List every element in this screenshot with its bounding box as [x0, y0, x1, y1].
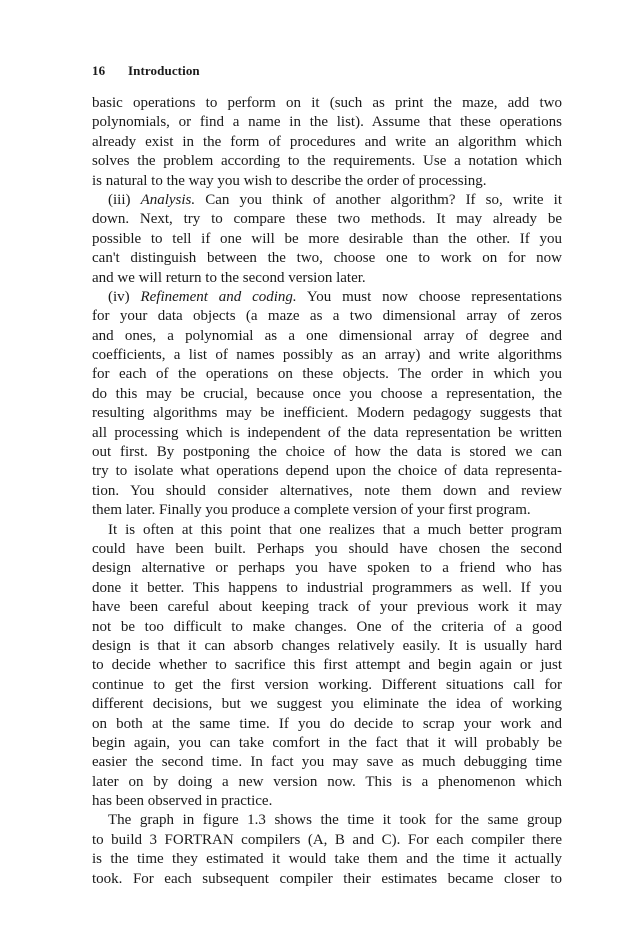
text-line: down. Next, try to compare these two methods. It may already be	[92, 211, 562, 228]
text-line: to decide whether to sacrifice this first attempt and begin again or just	[92, 657, 562, 674]
text-line: It is often at this point that one realizes that a much better program	[108, 521, 562, 538]
text-line: for each of the operations on these objects. The order in which you	[92, 366, 562, 383]
text-run: Can you think of another algorithm? If so, write it	[195, 191, 562, 208]
text-run: You must now choose representations	[296, 288, 562, 305]
text-line: can't distinguish between the two, choose one to work on for now	[92, 250, 562, 267]
text-line: and ones, a polynomial as a one dimensional array of degree and	[92, 327, 562, 344]
text-line: begin again, you can take comfort in the fact that it will probably be	[92, 734, 562, 751]
text-line	[92, 288, 562, 307]
text-line	[92, 191, 562, 210]
text-line: design alternative or perhaps you have spoken to a friend who has	[92, 560, 562, 577]
paragraph-better-program	[92, 521, 562, 812]
text-line: already exist in the form of procedures and write an algorithm which	[92, 133, 562, 150]
step-heading: Analysis.	[140, 191, 196, 208]
text-line: is the time they estimated it would take them and the time it actually	[92, 851, 562, 868]
text-line: tion. You should consider alternatives, note them down and review	[92, 482, 562, 499]
section-title: Introduction	[128, 63, 200, 78]
paragraph-continuation	[92, 94, 562, 191]
text-line: easier the second time. In fact you may save as much debugging time	[92, 754, 562, 771]
text-line: continue to get the first version working. Different situations call for	[92, 676, 562, 693]
list-marker: (iv)	[108, 288, 141, 305]
text-line: solves the problem according to the requirements. Use a notation which	[92, 153, 562, 170]
text-line: for your data objects (a maze as a two dimensional array of zeros	[92, 308, 562, 325]
text-line: possible to tell if one will be more desirable than the other. If you	[92, 230, 562, 247]
text-line: and we will return to the second version later.	[92, 269, 366, 286]
text-line: out first. By postponing the choice of how the data is stored we can	[92, 444, 562, 461]
step-heading: Refinement and coding.	[140, 288, 297, 305]
paragraph-refinement	[92, 288, 562, 521]
body-text	[92, 94, 562, 889]
running-head	[92, 63, 200, 79]
paragraph-analysis	[92, 191, 562, 288]
text-line: done it better. This happens to industrial programmers as well. If you	[92, 579, 562, 596]
text-line: have been careful about keeping track of your previous work it may	[92, 599, 562, 616]
text-line: design is that it can absorb changes relatively easily. It is usually hard	[92, 637, 562, 654]
text-line: try to isolate what operations depend upon the choice of data representa-	[92, 463, 562, 480]
text-line: took. For each subsequent compiler their estimates became closer to	[92, 870, 562, 887]
text-line: later on by doing a new version now. This is a phenomenon which	[92, 773, 562, 790]
text-line: do this may be crucial, because once you choose a representation, the	[92, 385, 562, 402]
text-line: to build 3 FORTRAN compilers (A, B and C). For each compiler there	[92, 831, 562, 848]
text-line: them later. Finally you produce a complete version of your first program.	[92, 502, 531, 519]
text-line: resulting algorithms may be inefficient. Modern pedagogy suggests that	[92, 405, 562, 422]
text-line: on both at the same time. If you do decide to scrap your work and	[92, 715, 562, 732]
text-line: is natural to the way you wish to describe the order of processing.	[92, 172, 487, 189]
text-line: different decisions, but we suggest you eliminate the idea of working	[92, 696, 562, 713]
text-line: The graph in figure 1.3 shows the time it took for the same group	[108, 812, 562, 829]
page-number: 16	[92, 63, 106, 78]
text-line: has been observed in practice.	[92, 793, 273, 810]
text-line: basic operations to perform on it (such as print the maze, add two	[92, 95, 562, 111]
text-line: could have been built. Perhaps you should have chosen the second	[92, 540, 562, 557]
text-line: not be too difficult to make changes. One of the criteria of a good	[92, 618, 562, 635]
text-line: polynomials, or find a name in the list). Assume that these operations	[92, 114, 562, 131]
list-marker: (iii)	[108, 191, 141, 208]
text-line: all processing which is independent of the data representation be written	[92, 424, 562, 441]
text-line: coefficients, a list of names possibly as an array) and write algorithms	[92, 347, 562, 364]
paragraph-figure-reference	[92, 811, 562, 889]
